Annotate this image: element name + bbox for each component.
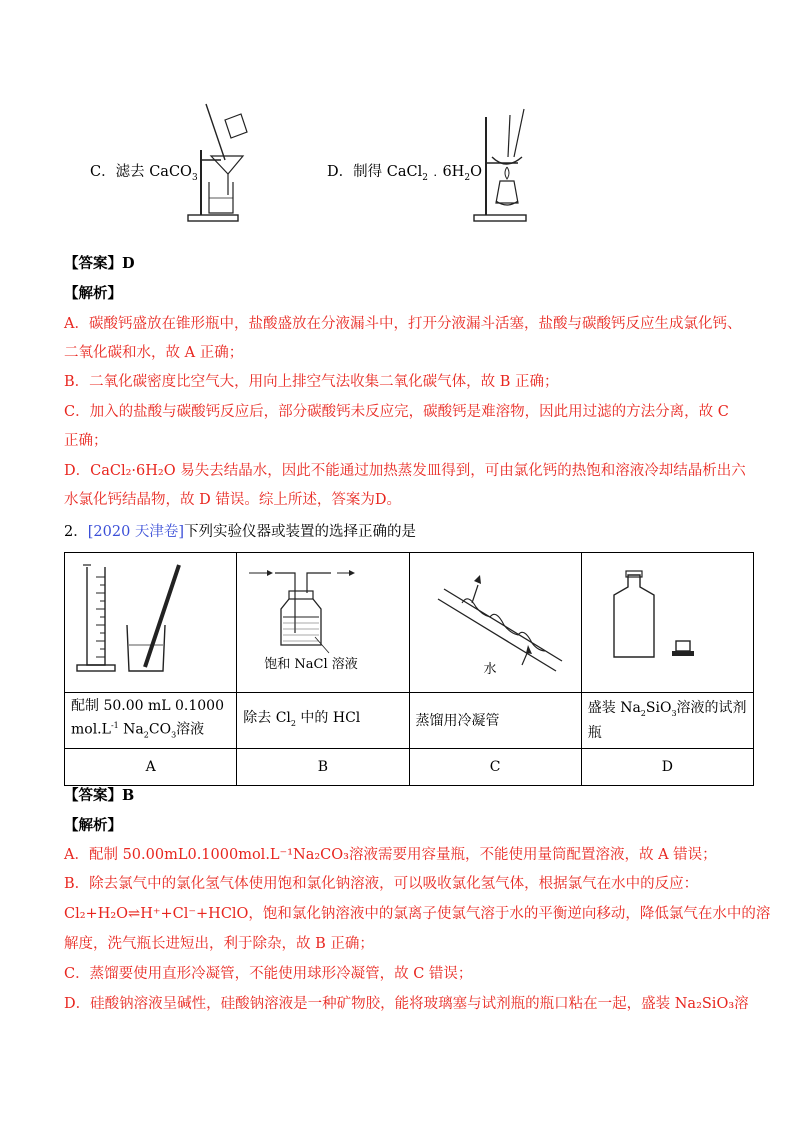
q2-options-table bbox=[64, 552, 754, 786]
q1-analysis-title: 【解析】 bbox=[64, 285, 122, 302]
q2-analysis-line: B．除去氯气中的氯化氢气体使用饱和氯化钠溶液，可以吸收氯化氢气体，根据氯气在水中的反应： bbox=[64, 876, 699, 892]
q2-analysis-line: 解度，洗气瓶长进短出，利于除杂，故 B 正确； bbox=[64, 936, 374, 952]
q2-analysis-line: Cl₂+H₂O⇌H⁺+Cl⁻+HClO，饱和氯化钠溶液中的氯离子使氯气溶于水的平衡逆向移动，降低氯气在水中的溶 bbox=[64, 906, 771, 922]
q2-analysis-line: D．硅酸钠溶液呈碱性，硅酸钠溶液是一种矿物胶，能将玻璃塞与试剂瓶的瓶口粘在一起，盛装 Na₂SiO₃溶 bbox=[64, 996, 749, 1012]
option-b-image-cell bbox=[237, 553, 409, 693]
q1-analysis-line: B．二氧化碳密度比空气大，用向上排空气法收集二氧化碳气体，故 B 正确； bbox=[64, 374, 559, 390]
option-b-letter: B bbox=[237, 749, 409, 786]
option-a-letter: A bbox=[65, 749, 237, 786]
figure-c-label: C．滤去 CaCO$_3$ bbox=[90, 164, 198, 183]
option-a-caption-line1: 配制 50.00 mL 0.1000 bbox=[71, 697, 224, 714]
q1-analysis-line: A．碳酸钙盛放在锥形瓶中，盐酸盛放在分液漏斗中，打开分液漏斗活塞，盐酸与碳酸钙反应生成氯化钙、 bbox=[64, 316, 742, 332]
q1-analysis-line: C．加入的盐酸与碳酸钙反应后，部分碳酸钙未反应完，碳酸钙是难溶物，因此用过滤的方法分离，故 C bbox=[64, 404, 729, 420]
option-d-letter: D bbox=[581, 749, 753, 786]
option-d-caption: 盛装 $Na_2SiO_3$溶液的试剂瓶 bbox=[581, 693, 753, 749]
option-d-image-cell bbox=[581, 553, 753, 693]
reagent-bottle-figure bbox=[582, 553, 767, 688]
q1-analysis-line: 水氯化钙结晶物，故 D 错误。综上所述，答案为D。 bbox=[64, 492, 401, 508]
option-c-image-cell bbox=[409, 553, 581, 693]
figure-d-label: D．制得 $CaCl_2﹒6H_2O$ bbox=[327, 164, 482, 183]
option-c-letter: C bbox=[409, 749, 581, 786]
option-c-caption: 蒸馏用冷凝管 bbox=[409, 693, 581, 749]
q2-analysis-title: 【解析】 bbox=[64, 817, 122, 834]
option-a-caption bbox=[65, 693, 237, 749]
q1-answer: 【答案】D bbox=[64, 255, 135, 272]
q2-stem bbox=[64, 522, 416, 542]
graduated-cylinder-figure bbox=[65, 553, 232, 688]
q2-analysis-line: A．配制 50.00mL0.1000mol.L⁻¹Na₂CO₃溶液需要用容量瓶，不能使用量筒配置溶液，故 A 错误； bbox=[64, 847, 717, 863]
option-b-figure-label: 饱和 NaCl 溶液 bbox=[264, 657, 358, 672]
q1-analysis-line: 二氧化碳和水，故 A 正确； bbox=[64, 345, 244, 361]
q2-source-link[interactable]: [2020 天津卷] bbox=[87, 524, 185, 540]
q2-answer: 【答案】B bbox=[64, 787, 135, 804]
option-c-figure-label: 水 bbox=[483, 662, 497, 677]
q2-stem-text: 下列实验仪器或装置的选择正确的是 bbox=[184, 524, 417, 540]
option-b-caption: 除去 $Cl_2$ 中的 HCl bbox=[237, 693, 409, 749]
q1-analysis-line: D．CaCl₂·6H₂O 易失去结晶水，因此不能通过加热蒸发皿得到，可由氯化钙的热饱和溶液冷却结晶析出六 bbox=[64, 463, 746, 479]
option-a-image-cell bbox=[65, 553, 237, 693]
q2-number: 2． bbox=[64, 524, 88, 540]
q2-analysis-line: C．蒸馏要使用直形冷凝管，不能使用球形冷凝管，故 C 错误； bbox=[64, 966, 473, 982]
option-a-caption-line2: $mol.L^{-1}$ $Na_2CO_3$溶液 bbox=[71, 720, 205, 740]
q1-analysis-line: 正确； bbox=[64, 433, 108, 449]
